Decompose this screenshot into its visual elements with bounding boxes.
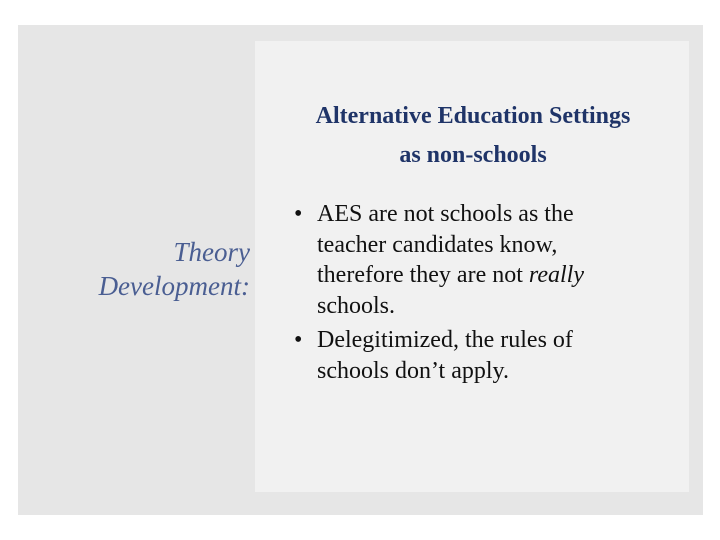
- bullet-line: AES are not schools as the: [317, 201, 574, 227]
- side-title-line-1: Theory: [173, 237, 250, 267]
- bullet-dot-icon: •: [294, 201, 303, 227]
- bullet-line: teacher candidates know,: [317, 231, 558, 258]
- side-title: [58, 235, 250, 303]
- bullet-line: [317, 260, 685, 291]
- bullet-line: schools.: [317, 292, 395, 319]
- bullet-list: [285, 199, 685, 390]
- bullet-dot-icon: •: [294, 327, 303, 353]
- bullet-item: [285, 199, 685, 321]
- heading-line-1: Alternative Education Settings: [315, 103, 631, 129]
- slide: [18, 25, 703, 515]
- heading-line-2: as non-schools: [399, 142, 547, 168]
- bullet-item: [285, 325, 685, 386]
- bullet-line: schools don’t apply.: [317, 357, 509, 384]
- bullet-emphasis: really: [528, 262, 584, 288]
- bullet-line: Delegitimized, the rules of: [317, 327, 573, 353]
- content-heading: [255, 97, 691, 175]
- side-title-line-2: Development:: [98, 271, 250, 301]
- content-panel: [255, 41, 689, 492]
- bullet-text: therefore they are not: [317, 262, 529, 288]
